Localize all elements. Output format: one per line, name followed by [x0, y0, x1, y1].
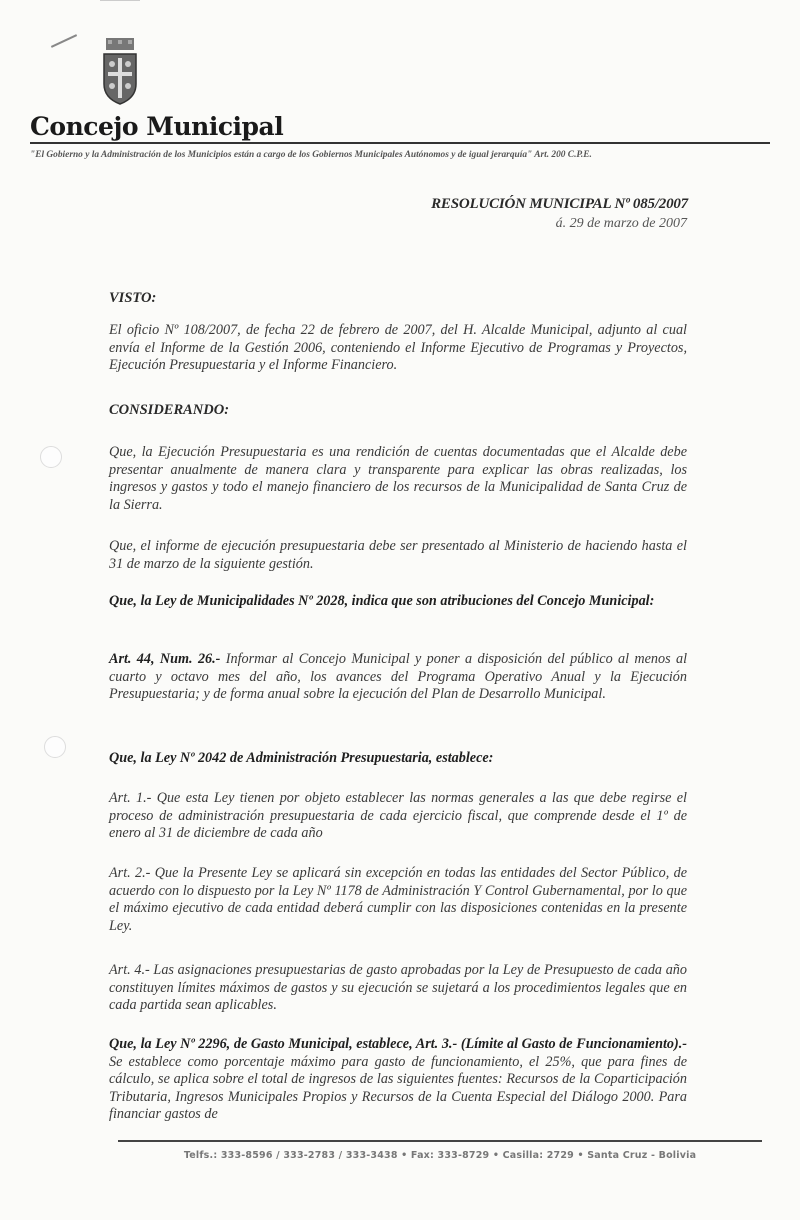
article-44-text: Informar al Concejo Municipal y poner a disposición del público al menos al cuarto y octavo mes del año, los avances del Programa Operativo Anual y la Ejecución Presupuestaria; y de forma anual sobre la ejecución del Plan de Desarrollo Municipal. — [109, 651, 688, 703]
considerando-paragraph-4 — [109, 651, 687, 704]
considerando-paragraph-5 — [109, 750, 687, 768]
considerando-heading: CONSIDERANDO: — [109, 402, 230, 418]
letterhead-title: Concejo Municipal — [30, 112, 284, 141]
punch-hole — [44, 736, 66, 758]
considerando-paragraph-2: Que, el informe de ejecución presupuestaria debe ser presentado al Ministerio de haciendo hasta el 31 de marzo de la siguiente gestión. — [109, 538, 687, 572]
letterhead-motto: "El Gobierno y la Administración de los Municipios están a cargo de los Gobiernos Municipales Autónomos y de igual jerarquía" Art. 200 C.P.E. — [30, 150, 592, 160]
ley-2042-text: Que, la Ley Nº 2042 de Administración Presupuestaria, establece: — [109, 750, 494, 766]
resolution-date: á. 29 de marzo de 2007 — [555, 216, 687, 231]
visto-heading: VISTO: — [109, 290, 157, 306]
punch-hole — [40, 446, 62, 468]
considerando-paragraph-6: Art. 1.- Que esta Ley tienen por objeto establecer las normas generales a las que debe regirse el proceso de administración presupuestaria de cada ejercicio fiscal, que comprende desde el 1º de enero al 31 de diciembre de cada año — [109, 790, 687, 842]
considerando-paragraph-9 — [109, 1036, 687, 1124]
header-divider — [30, 142, 770, 144]
considerando-paragraph-3 — [109, 593, 687, 611]
footer-contact: Telfs.: 333-8596 / 333-2783 / 333-3438 • Fax: 333-8729 • Casilla: 2729 • Santa Cruz - Bolivia — [183, 1150, 697, 1161]
pen-mark — [51, 34, 77, 48]
considerando-paragraph-7: Art. 2.- Que la Presente Ley se aplicará sin excepción en todas las entidades del Sector Público, de acuerdo con lo dispuesto por la Ley Nº 1178 de Administración Y Control Gubernamental, por lo que el máximo ejecutivo de cada entidad deberá cumplir con las disposiciones contenidas en la presente Ley. — [109, 865, 687, 934]
visto-text: El oficio Nº 108/2007, de fecha 22 de febrero de 2007, del H. Alcalde Municipal, adjunto al cual envía el Informe de la Gestión 2006, conteniendo el Informe Ejecutivo de Programas y Proyectos, Ejecución Presupuestaria y el Informe Financiero. — [109, 322, 687, 374]
ley-2296-text: Se establece como porcentaje máximo para gasto de funcionamiento, el 25%, que para fines de cálculo, se aplica sobre el total de ingresos de las siguientes fuentes: Recursos de la Coparticipación Tributaria, Ingresos Municipales Propios y Recursos de la Cuenta Especial del Diálogo 2000. Para financiar gastos de — [109, 1053, 687, 1123]
ley-2296-label: Que, la Ley Nº 2296, de Gasto Municipal, establece, Art. 3.- (Límite al Gasto de Funcionamiento).- — [109, 1036, 687, 1052]
coat-of-arms-icon — [100, 36, 140, 106]
scan-artifact-line — [100, 0, 140, 1]
article-44-label: Art. 44, Num. 26.- — [109, 651, 221, 667]
considerando-paragraph-1: Que, la Ejecución Presupuestaria es una rendición de cuentas documentadas que el Alcalde debe presentar anualmente de manera clara y transparente para explicar las obras realizadas, los ingresos y gastos y todo el manejo financiero de los recursos de la Municipalidad de Santa Cruz de la Sierra. — [109, 444, 687, 513]
ley-2028-text: Que, la Ley de Municipalidades Nº 2028, indica que son atribuciones del Concejo Municipal: — [109, 593, 655, 609]
footer-divider — [118, 1140, 762, 1142]
considerando-paragraph-8: Art. 4.- Las asignaciones presupuestarias de gasto aprobadas por la Ley de Presupuesto de cada año constituyen límites máximos de gastos y su ejecución se sujetará a los procedimientos legales que en cada partida sean aplicables. — [109, 962, 687, 1014]
resolution-number: RESOLUCIÓN MUNICIPAL Nº 085/2007 — [431, 196, 688, 212]
